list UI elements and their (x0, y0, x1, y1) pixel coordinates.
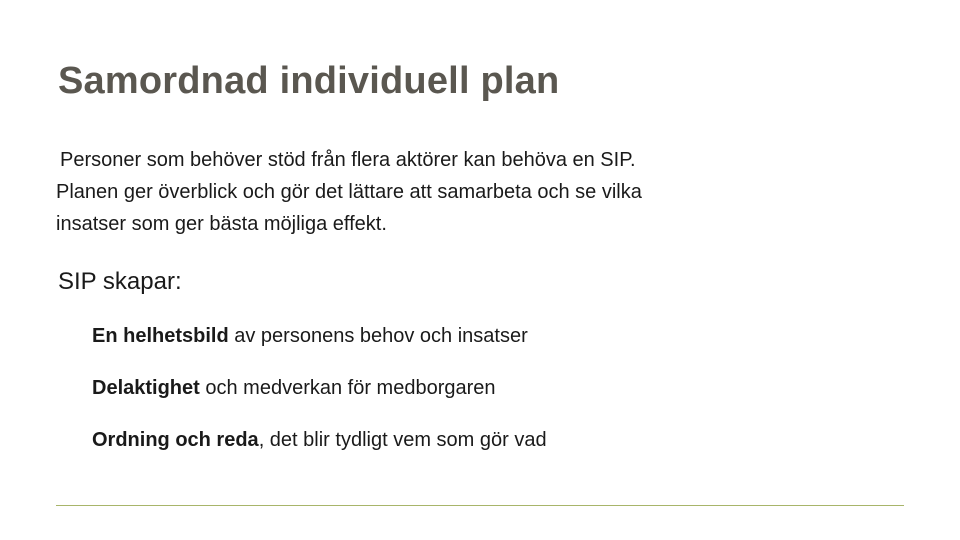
intro-line-2: Planen ger överblick och gör det lättare att samarbeta och se vilka (56, 181, 642, 203)
intro-paragraph (56, 144, 816, 240)
bullet-item-ordning (92, 426, 547, 478)
bullet-item-delaktighet (92, 374, 547, 426)
slide-title: Samordnad individuell plan (58, 60, 560, 102)
bullet-text: av personens behov och insatser (228, 325, 528, 347)
bullet-bold-text: En helhetsbild (92, 325, 229, 347)
bullet-list (92, 322, 547, 478)
bullet-text: och medverkan för medborgaren (199, 377, 496, 399)
intro-line-3: insatser som ger bästa möjliga effekt. (56, 213, 387, 235)
bullet-bold-text: Ordning och reda (92, 429, 259, 451)
footer-divider (56, 505, 904, 506)
bullet-text: , det blir tydligt vem som gör vad (258, 429, 547, 451)
subheading: SIP skapar: (58, 268, 182, 295)
bullet-bold-text: Delaktighet (92, 377, 200, 399)
bullet-item-helhetsbild (92, 322, 547, 374)
intro-line-1: Personer som behöver stöd från flera aktörer kan behöva en SIP. (60, 149, 636, 171)
